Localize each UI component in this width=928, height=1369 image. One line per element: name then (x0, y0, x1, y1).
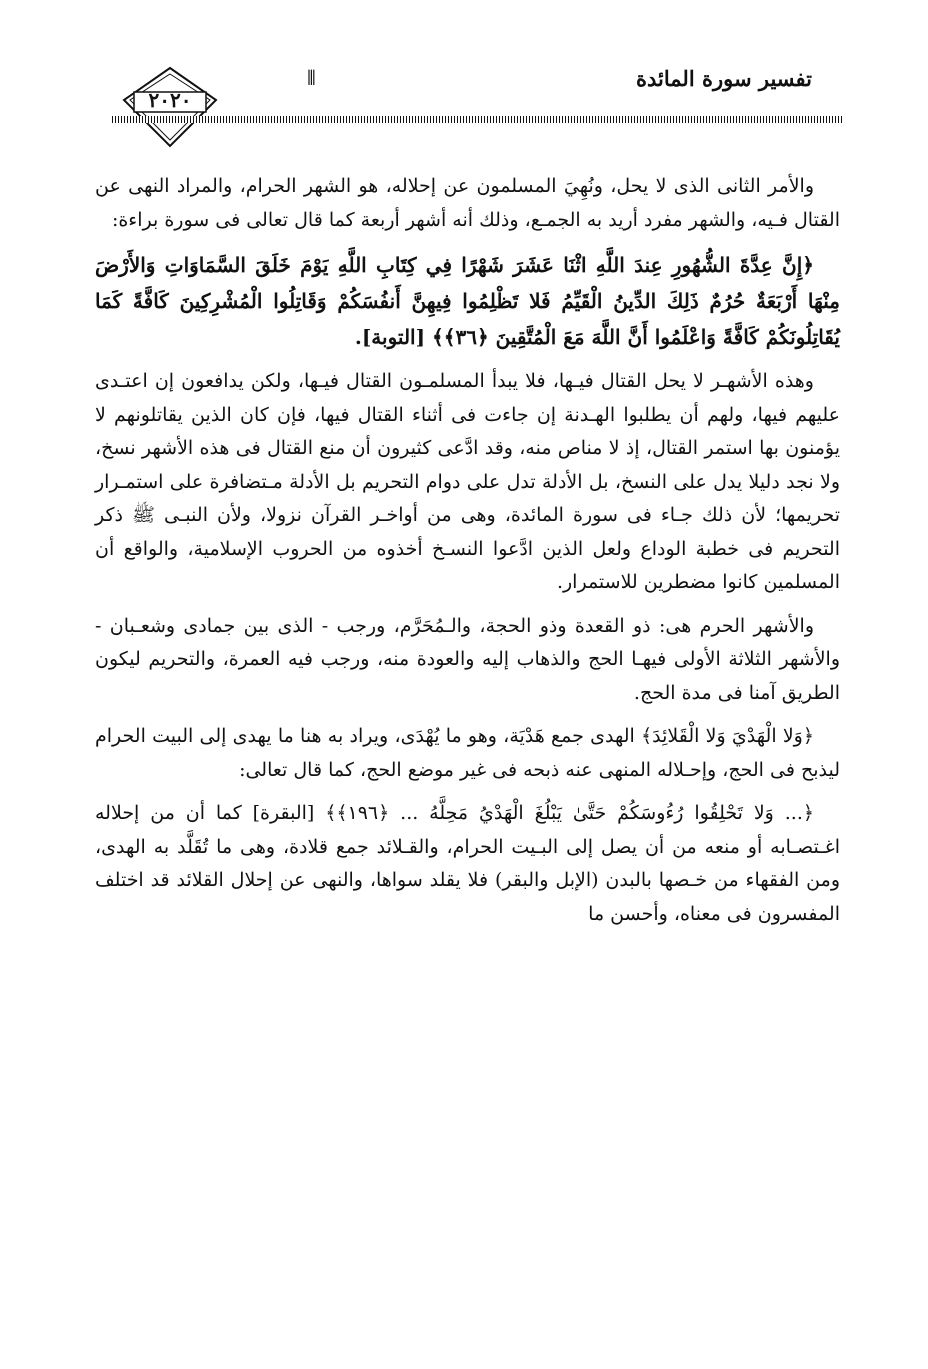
page-body (95, 170, 840, 941)
ornament-icon: ⦀ (307, 66, 316, 90)
quran-verse: ﴿إِنَّ عِدَّةَ الشُّهُورِ عِندَ اللَّهِ اثْنَا عَشَرَ شَهْرًا فِي كِتَابِ اللَّهِ يَوْمَ خَلَقَ السَّمَاوَاتِ وَالأَرْضَ مِنْهَا أَرْبَعَةٌ حُرُمٌ ذَلِكَ الدِّينُ الْقَيِّمُ فَلا تَظْلِمُوا فِيهِنَّ أَنفُسَكُمْ وَقَاتِلُوا الْمُشْرِكِينَ كَافَّةً كَمَا يُقَاتِلُونَكُمْ كَافَّةً وَاعْلَمُوا أَنَّ اللَّهَ مَعَ الْمُتَّقِينَ ﴿٣٦﴾﴾ [التوبة]. (95, 253, 840, 349)
page-number: ٢٠٢٠ (148, 88, 192, 112)
paragraph: والأمر الثانى الذى لا يحل، ونُهِيَ المسلمون عن إحلاله، هو الشهر الحرام، والمراد النهى عن القتال فـيه، والشهر مفرد أريد به الجمـع، وذلك أنه أشهر أربعة كما قال تعالى فى سورة براءة: (95, 175, 840, 231)
paragraph: وهذه الأشهـر لا يحل القتال فيـها، فلا يبدأ المسلمـون القتال فيـها، ولكن يدافعون إن اعتـدى عليهم فيها، ولهم أن يطلبوا الهـدنة إن جاءت فى أثناء القتال فيها، فإن كان الذين يقاتلونهم لا يؤمنون بها استمر القتال، إذ لا مناص منه، وقد ادَّعى كثيرون أن منع القتال فى هذه الأشهر نسخ، ولا نجد دليلا يدل على النسخ، بل الأدلة تدل على دوام التحريم بل الأدلة مـتضافرة على استمـرار تحريمها؛ لأن ذلك جـاء فى سورة المائدة، وهى من أواخـر القرآن نزولا، ولأن النبـى ﷺ ذكر التحريم فى خطبة الوداع ولعل الذين ادَّعوا النسـخ أخذوه من الحروب الإسلامية، والواقع أن المسلمين كانوا مضطرين للاستمرار. (95, 370, 840, 593)
header-rule (112, 116, 842, 123)
page-header (112, 58, 842, 148)
paragraph: ﴿وَلا الْهَدْيَ وَلا الْقَلائِدَ﴾ الهدى جمع هَدْيَة، وهو ما يُهْدَى، ويراد به هنا ما يهدى إلى البيت الحرام ليذبح فى الحج، وإحـلاله المنهى عنه ذبحه فى غير موضع الحج، كما قال تعالى: (95, 725, 840, 781)
paragraph: والأشهر الحرم هى: ذو القعدة وذو الحجة، والـمُحَرَّم، ورجب - الذى بين جمادى وشعـبان - والأشهر الثلاثة الأولى فيهـا الحج والذهاب إليه والعودة منه، ورجب فيه العمرة، والتحريم ليكون الطريق آمنا فى مدة الحج. (95, 614, 840, 704)
running-title: تفسير سورة المائدة (636, 66, 812, 91)
paragraph: ﴿... وَلا تَحْلِقُوا رُءُوسَكُمْ حَتَّىٰ يَبْلُغَ الْهَدْيُ مَحِلَّهُ ... ﴿١٩٦﴾﴾ [البقرة] كما أن من إحلاله اغـتصـابه أو منعه من أن يصل إلى البـيت الحرام، والقـلائد جمع قلادة، وهى ما تُقَلَّد به الهدى، ومن الفقهاء من خـصها بالبدن (الإبل والبقر) فلا يقلد سواها، والنهى عن إحلال القلائد قد اختلف المفسرون فى معناه، وأحسن ما (95, 802, 840, 925)
